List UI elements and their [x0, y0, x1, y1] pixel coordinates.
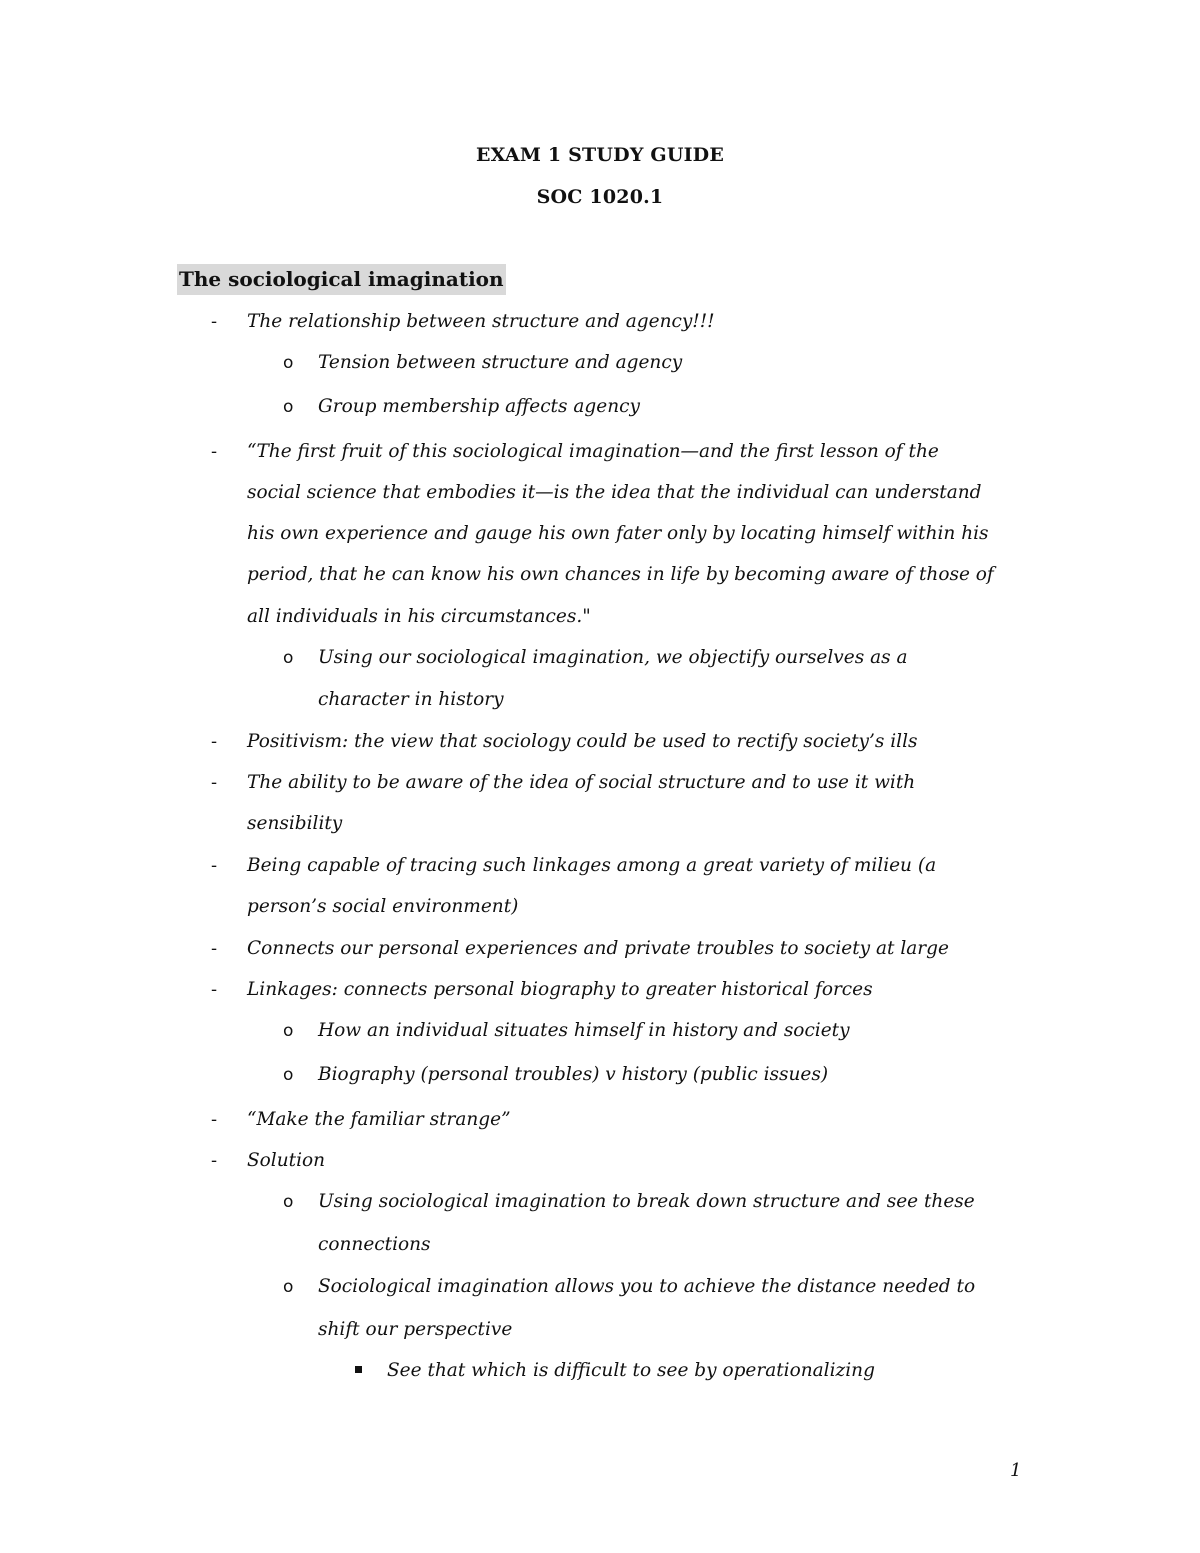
list-item: Being capable of tracing such linkages among a great variety of milieu (a	[247, 855, 937, 876]
list-item-continuation: character in history	[318, 689, 504, 710]
list-item-continuation: connections	[318, 1234, 431, 1255]
quote-line: social science that embodies it—is the idea that the individual can understand	[247, 482, 982, 503]
course-code: SOC 1020.1	[536, 186, 664, 208]
list-item: Sociological imagination allows you to achieve the distance needed to	[318, 1276, 976, 1297]
dash-bullet: -	[211, 938, 218, 959]
document-title: EXAM 1 STUDY GUIDE	[475, 144, 725, 166]
list-item: Solution	[247, 1150, 326, 1171]
dash-bullet: -	[211, 731, 218, 752]
dash-bullet: -	[211, 979, 218, 1000]
list-item: Group membership affects agency	[318, 396, 640, 417]
circle-bullet: o	[283, 397, 294, 417]
circle-bullet: o	[283, 1277, 294, 1297]
quote-line: “The first fruit of this sociological imagination—and the first lesson of the	[247, 441, 939, 462]
circle-bullet: o	[283, 1065, 294, 1085]
list-item: Connects our personal experiences and private troubles to society at large	[247, 938, 949, 959]
circle-bullet: o	[283, 1192, 294, 1212]
circle-bullet: o	[283, 648, 294, 668]
list-item: Using sociological imagination to break down structure and see these	[318, 1191, 975, 1212]
quote-line: his own experience and gauge his own fater only by locating himself within his	[247, 523, 989, 544]
list-item: Tension between structure and agency	[318, 352, 683, 373]
list-item: Linkages: connects personal biography to greater historical forces	[247, 979, 873, 1000]
dash-bullet: -	[211, 855, 218, 876]
dash-bullet: -	[211, 1109, 218, 1130]
list-item: Positivism: the view that sociology could be used to rectify society’s ills	[247, 731, 918, 752]
list-item-continuation: person’s social environment)	[247, 896, 519, 917]
list-item: Using our sociological imagination, we objectify ourselves as a	[318, 647, 908, 668]
list-item-continuation: sensibility	[247, 813, 343, 834]
list-item: Biography (personal troubles) v history (public issues)	[318, 1064, 829, 1085]
square-bullet-icon	[355, 1366, 362, 1373]
list-item: See that which is difficult to see by operationalizing	[387, 1360, 875, 1381]
quote-line: all individuals in his circumstances."	[247, 606, 591, 627]
list-item: The relationship between structure and agency!!!	[247, 311, 715, 332]
dash-bullet: -	[211, 311, 218, 332]
dash-bullet: -	[211, 1150, 218, 1171]
list-item: The ability to be aware of the idea of social structure and to use it with	[247, 772, 916, 793]
dash-bullet: -	[211, 441, 218, 462]
list-item-continuation: shift our perspective	[318, 1319, 513, 1340]
page-number: 1	[1010, 1460, 1022, 1481]
circle-bullet: o	[283, 353, 294, 373]
section-heading: The sociological imagination	[177, 264, 506, 295]
circle-bullet: o	[283, 1021, 294, 1041]
list-item: How an individual situates himself in history and society	[318, 1020, 850, 1041]
dash-bullet: -	[211, 772, 218, 793]
list-item: “Make the familiar strange”	[247, 1109, 511, 1130]
quote-line: period, that he can know his own chances in life by becoming aware of those of	[247, 564, 994, 585]
